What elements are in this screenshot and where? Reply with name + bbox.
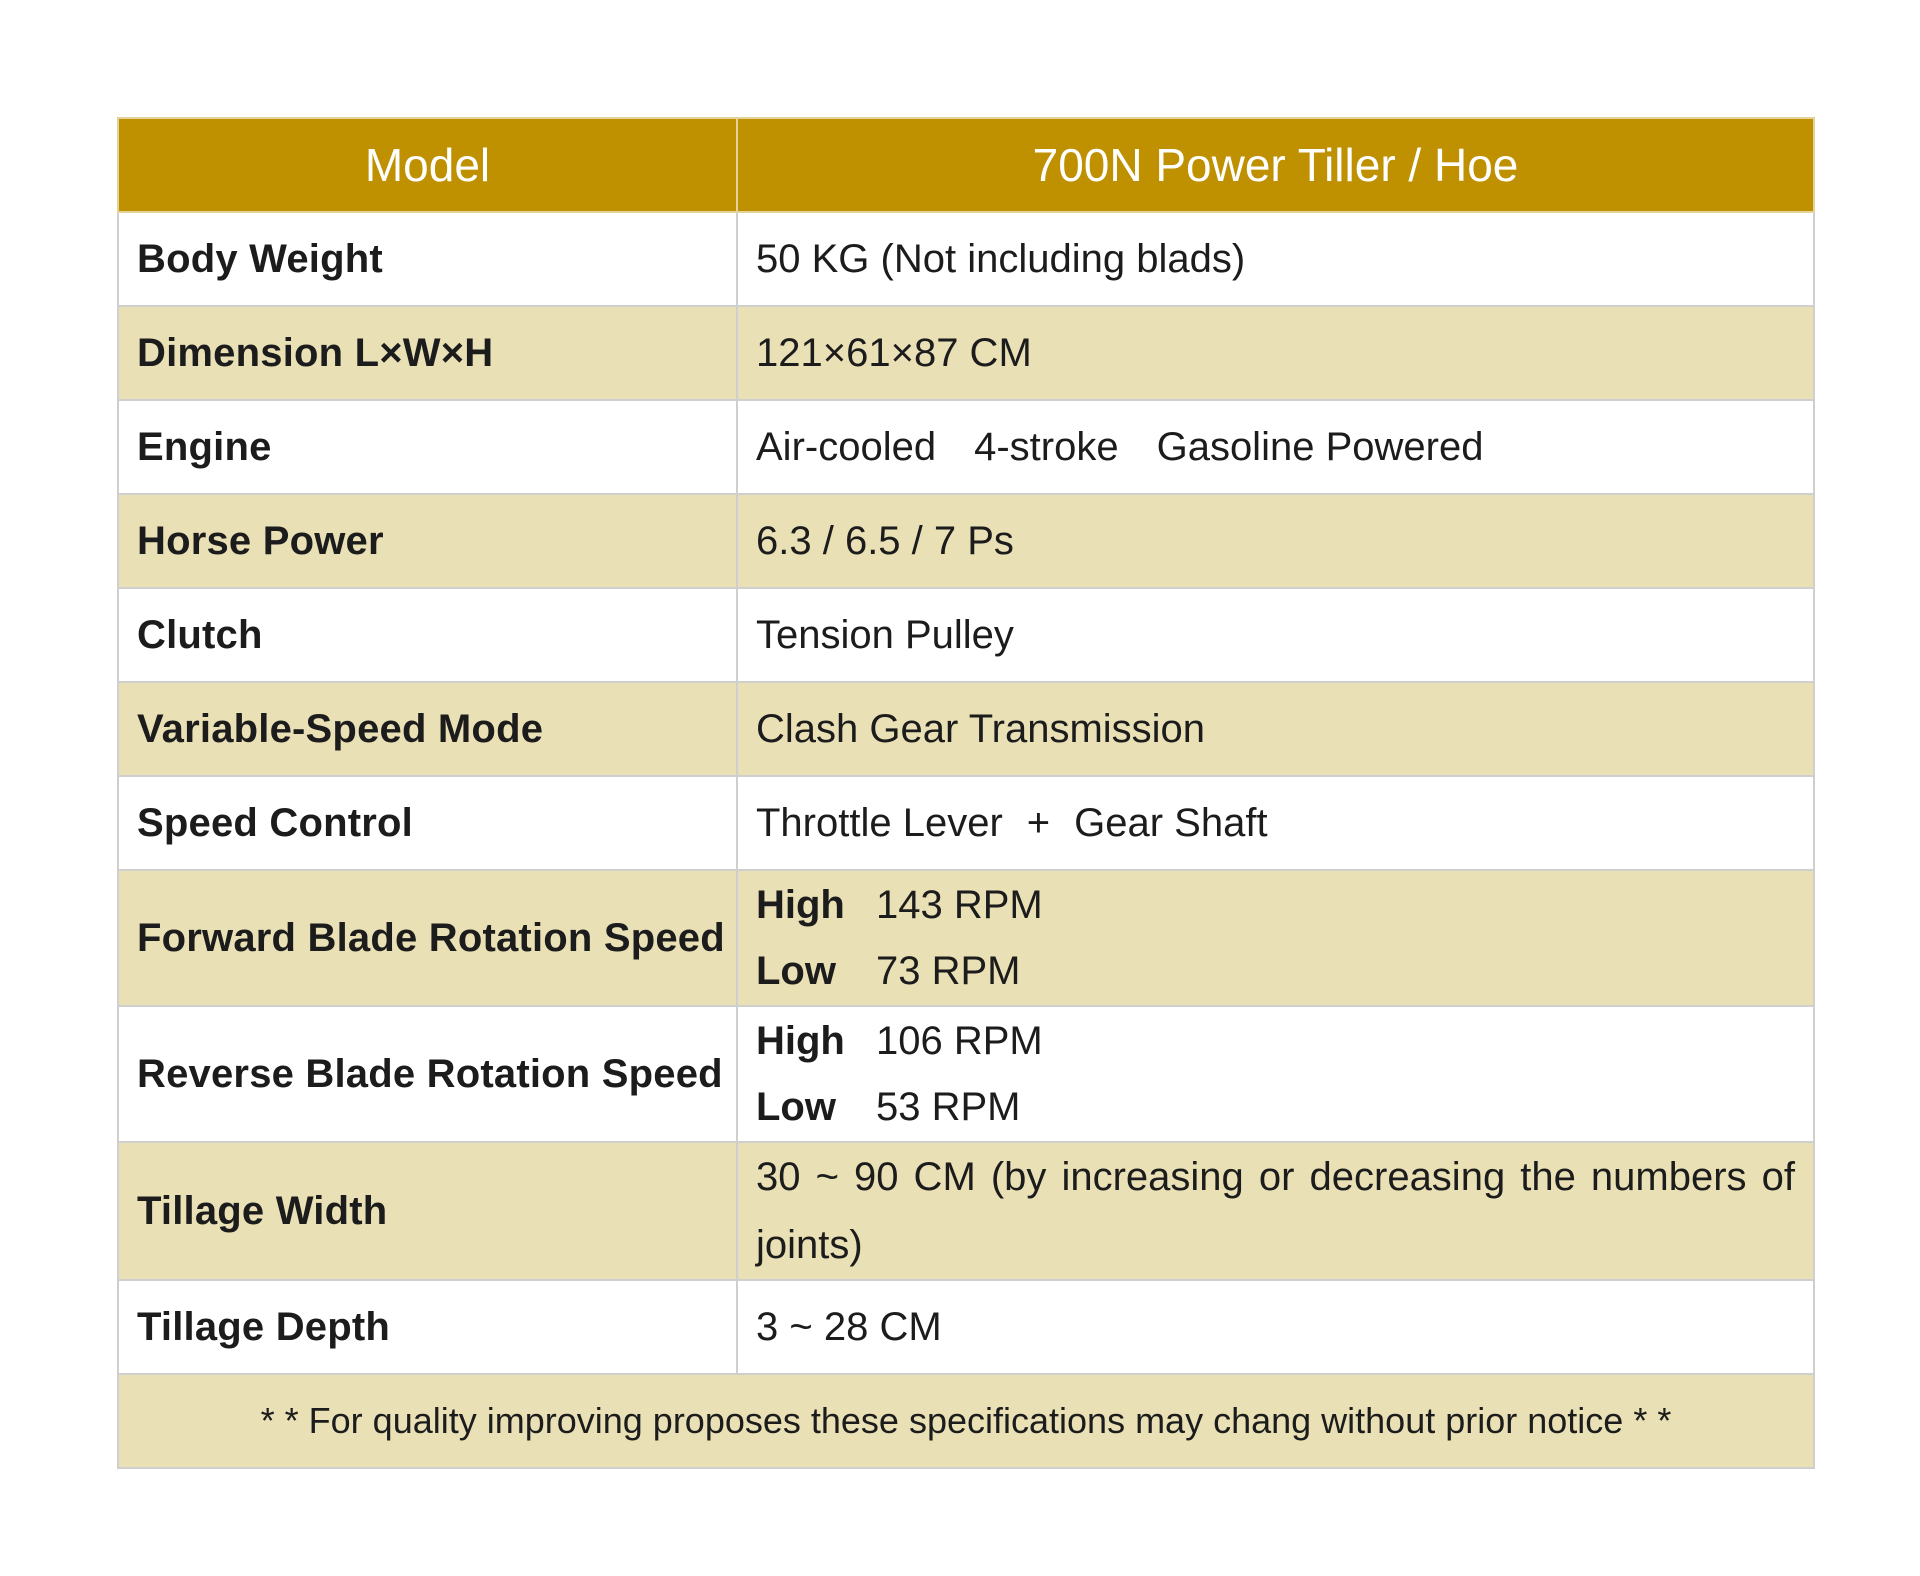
row-clutch <box>118 588 1814 682</box>
forward-high-line <box>756 872 1795 938</box>
header-model-label: Model <box>118 118 737 212</box>
engine-value <box>737 400 1814 494</box>
reverse-low-label: Low <box>756 1085 836 1129</box>
engine-fuel: Gasoline Powered <box>1156 425 1484 469</box>
reverse-high-label: High <box>756 1019 845 1063</box>
tillage-width-label: Tillage Width <box>118 1142 737 1280</box>
row-forward-blade <box>118 870 1814 1006</box>
row-engine <box>118 400 1814 494</box>
row-horse-power <box>118 494 1814 588</box>
speed-control-label: Speed Control <box>118 776 737 870</box>
clutch-value: Tension Pulley <box>737 588 1814 682</box>
tillage-width-value <box>737 1142 1814 1280</box>
forward-low-label: Low <box>756 949 836 993</box>
horse-power-label: Horse Power <box>118 494 737 588</box>
reverse-blade-label: Reverse Blade Rotation Speed <box>118 1006 737 1142</box>
disclaimer-note: * * For quality improving proposes these specifications may chang without prior notice * * <box>118 1374 1814 1468</box>
engine-stroke: 4-stroke <box>974 425 1119 469</box>
variable-speed-mode-label: Variable-Speed Mode <box>118 682 737 776</box>
row-speed-control <box>118 776 1814 870</box>
engine-cooling: Air-cooled <box>756 425 937 469</box>
spec-table <box>117 117 1815 1469</box>
reverse-low-value: 53 RPM <box>876 1085 1021 1129</box>
forward-low-line <box>756 938 1795 1004</box>
forward-blade-value <box>737 870 1814 1006</box>
row-tillage-depth <box>118 1280 1814 1374</box>
row-tillage-width <box>118 1142 1814 1280</box>
reverse-high-line <box>756 1008 1795 1074</box>
speed-control-throttle: Throttle Lever <box>756 801 1003 845</box>
reverse-blade-value <box>737 1006 1814 1142</box>
dimension-value: 121×61×87 CM <box>737 306 1814 400</box>
row-dimension <box>118 306 1814 400</box>
row-reverse-blade <box>118 1006 1814 1142</box>
tillage-depth-value: 3 ~ 28 CM <box>737 1280 1814 1374</box>
engine-label: Engine <box>118 400 737 494</box>
header-model-value: 700N Power Tiller / Hoe <box>737 118 1814 212</box>
row-body-weight <box>118 212 1814 306</box>
reverse-low-line <box>756 1074 1795 1140</box>
forward-blade-label: Forward Blade Rotation Speed <box>118 870 737 1006</box>
reverse-high-value: 106 RPM <box>876 1019 1043 1063</box>
variable-speed-mode-value: Clash Gear Transmission <box>737 682 1814 776</box>
tillage-depth-label: Tillage Depth <box>118 1280 737 1374</box>
forward-high-label: High <box>756 883 845 927</box>
table-footer-row <box>118 1374 1814 1468</box>
forward-low-value: 73 RPM <box>876 949 1021 993</box>
clutch-label: Clutch <box>118 588 737 682</box>
speed-control-value <box>737 776 1814 870</box>
row-variable-speed-mode <box>118 682 1814 776</box>
tillage-width-text: 30 ~ 90 CM (by increasing or decreasing the numbers of joints) <box>756 1155 1795 1267</box>
body-weight-value: 50 KG (Not including blads) <box>737 212 1814 306</box>
table-header-row <box>118 118 1814 212</box>
body-weight-label: Body Weight <box>118 212 737 306</box>
speed-control-plus: + <box>1026 801 1051 845</box>
dimension-label: Dimension L×W×H <box>118 306 737 400</box>
horse-power-value: 6.3 / 6.5 / 7 Ps <box>737 494 1814 588</box>
speed-control-gear: Gear Shaft <box>1074 801 1268 845</box>
forward-high-value: 143 RPM <box>876 883 1043 927</box>
